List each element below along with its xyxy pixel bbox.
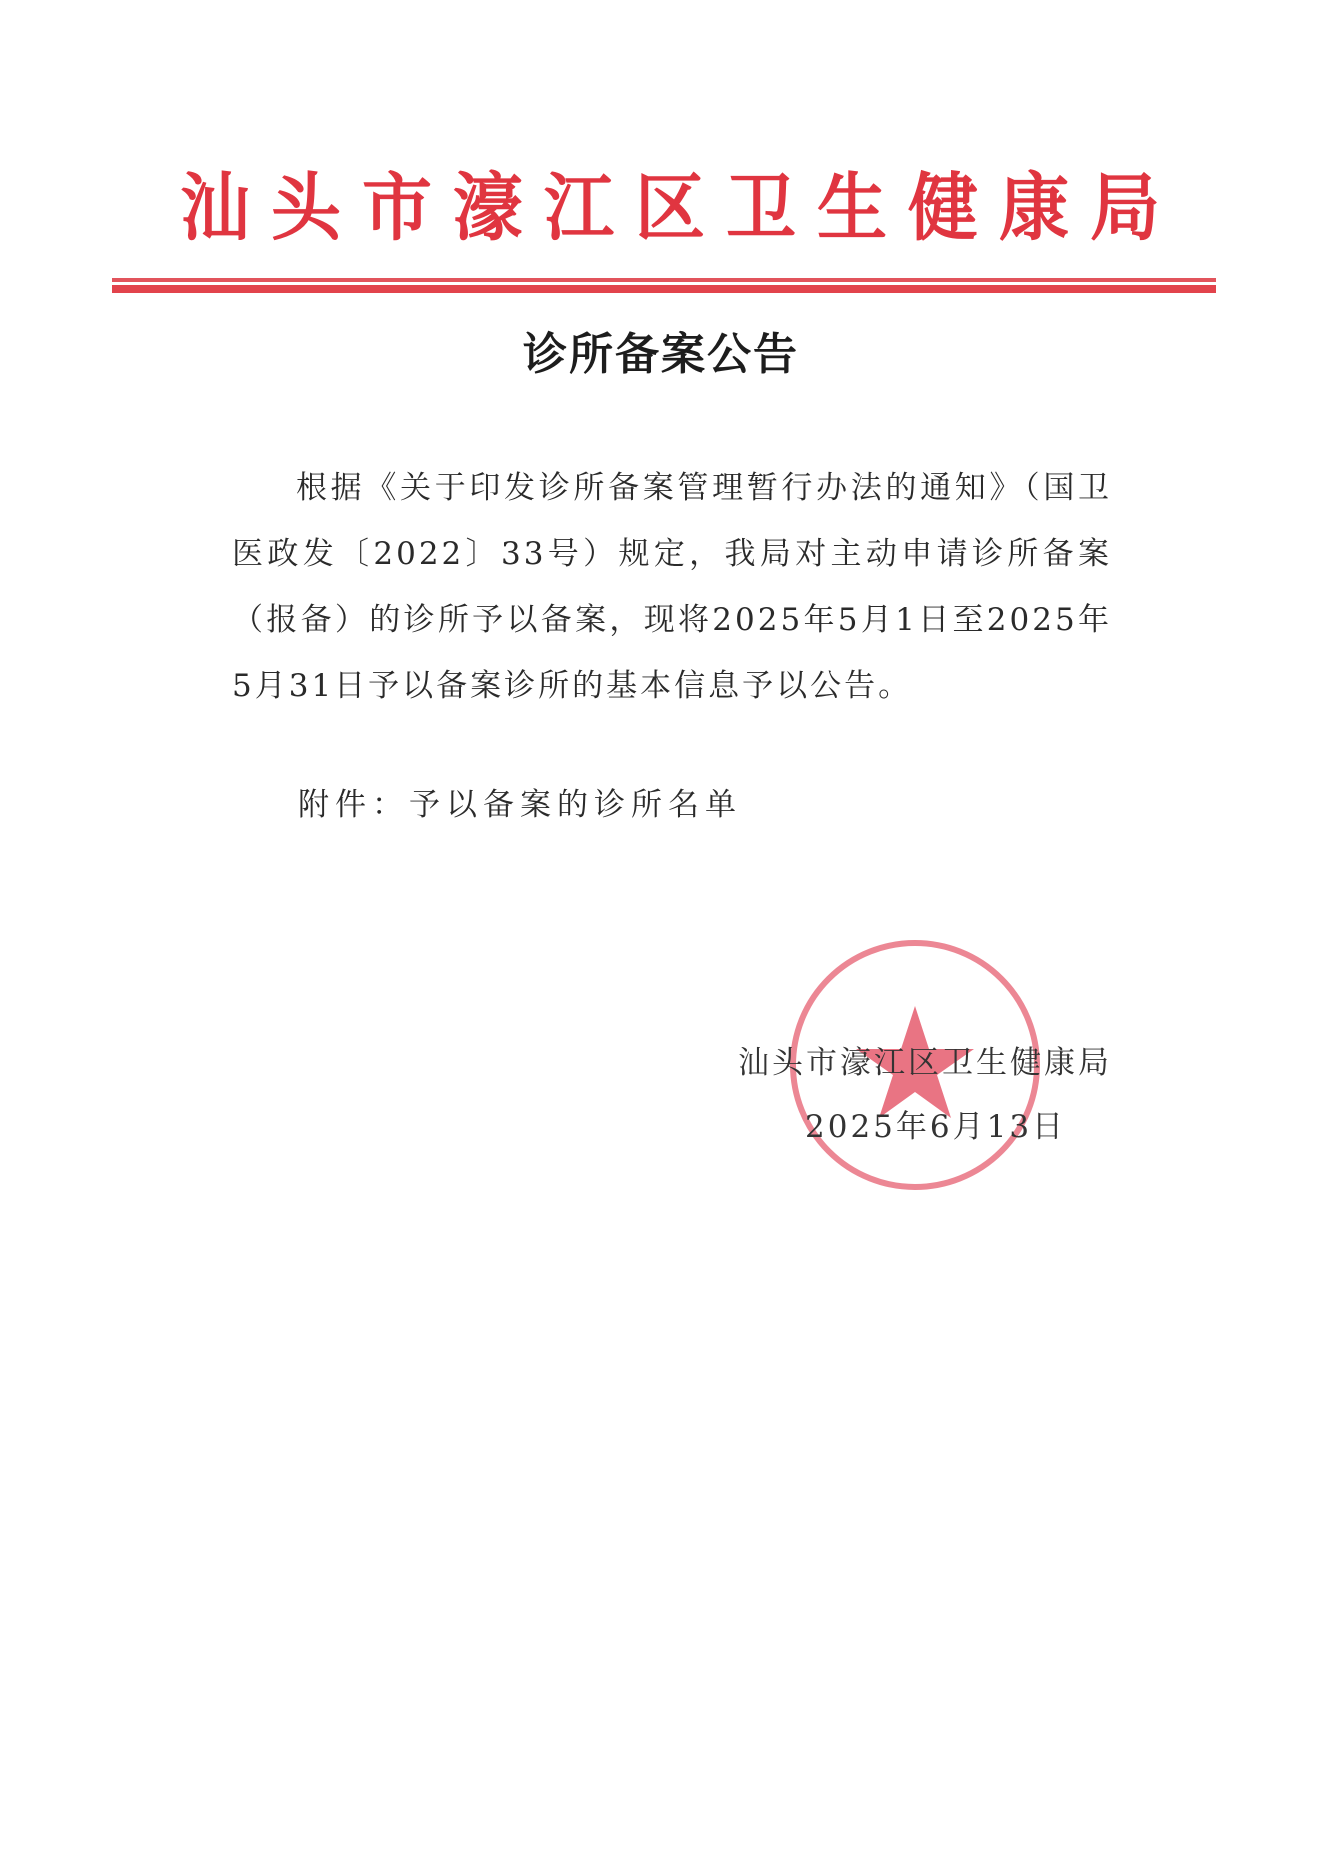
letterhead-rule-thin — [112, 278, 1216, 282]
letterhead-char: 头 — [271, 163, 341, 252]
letterhead-char: 市 — [362, 163, 432, 252]
letterhead-org-name — [180, 163, 1160, 252]
issuer-signature: 汕头市濠江区卫生健康局 — [738, 1045, 1112, 1081]
document-title: 诊所备案公告 — [523, 329, 799, 380]
letterhead-char: 区 — [635, 163, 705, 252]
letterhead-char: 卫 — [726, 163, 796, 252]
letterhead-char: 健 — [908, 163, 978, 252]
letterhead-char: 濠 — [453, 163, 523, 252]
letterhead-char: 江 — [544, 163, 614, 252]
issue-date: 2025年6月13日 — [805, 1109, 1067, 1145]
document-body: 根据《关于印发诊所备案管理暂行办法的通知》（国卫医政发〔2022〕33号）规定，我局对主动申请诊所备案（报备）的诊所予以备案，现将2025年5月1日至2025年5月31日予以备案诊所的基本信息予以公告。 — [232, 470, 1112, 704]
letterhead-rule-thick — [112, 285, 1216, 293]
letterhead-char: 汕 — [180, 163, 250, 252]
letterhead-char: 局 — [1090, 163, 1160, 252]
letterhead-char: 生 — [817, 163, 887, 252]
letterhead-char: 康 — [999, 163, 1069, 252]
attachment-line: 附件：予以备案的诊所名单 — [298, 787, 742, 823]
